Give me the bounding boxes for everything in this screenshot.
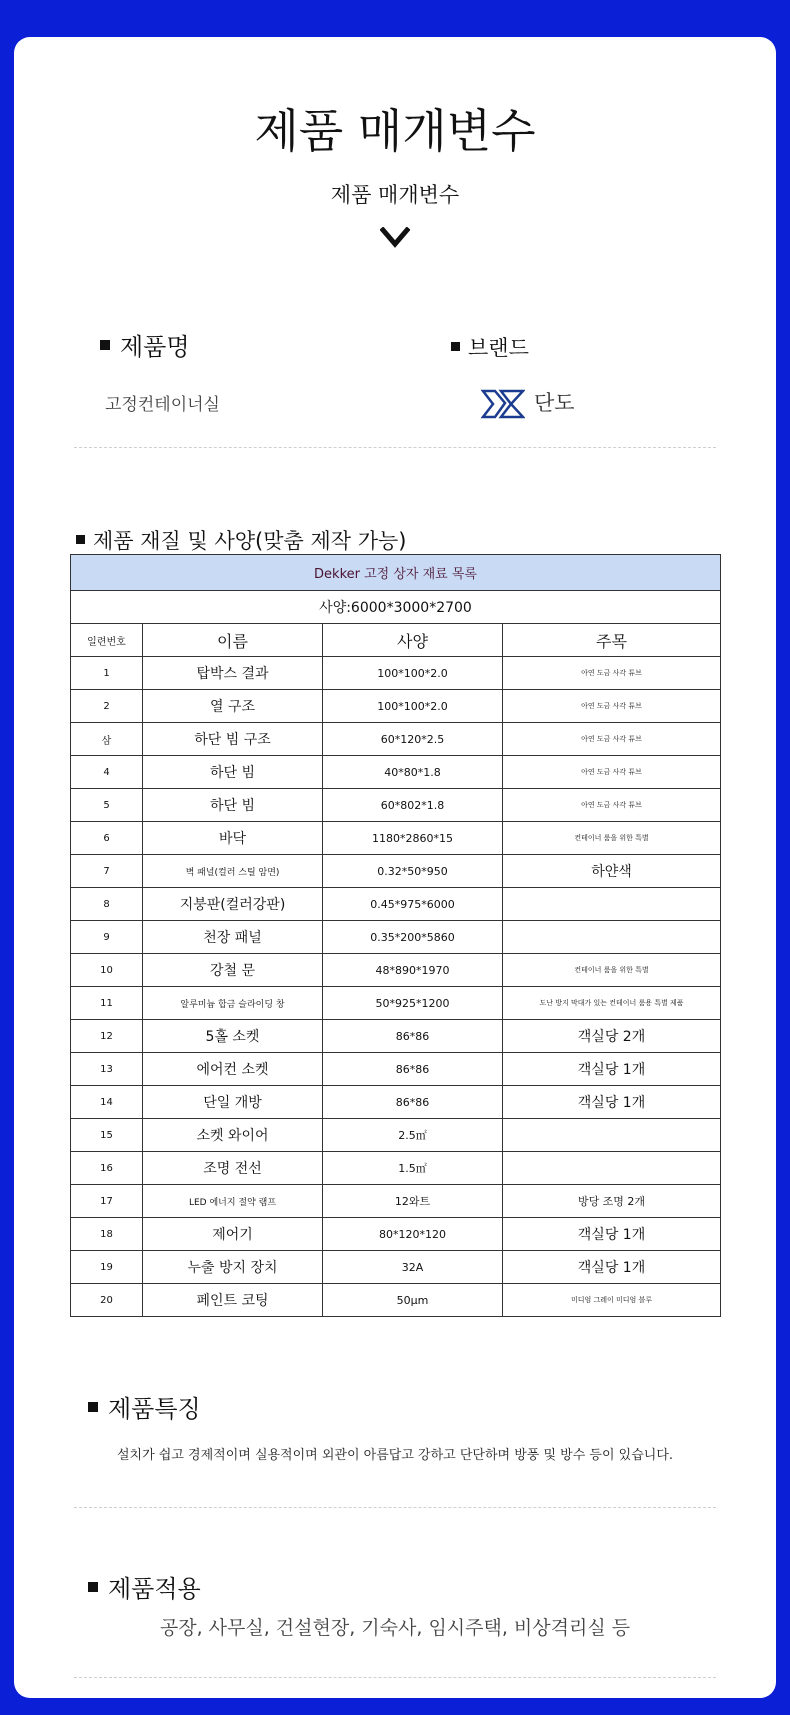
chevron-down-icon (380, 227, 410, 249)
table-row (71, 1119, 721, 1152)
row-name: LED 에너지 절약 램프 (143, 1185, 323, 1218)
table-spec-row (71, 591, 721, 624)
row-spec: 86*86 (323, 1020, 503, 1053)
table-row (71, 855, 721, 888)
row-spec: 60*120*2.5 (323, 723, 503, 756)
row-spec: 0.35*200*5860 (323, 921, 503, 954)
application-text: 공장, 사무실, 건설현장, 기숙사, 임시주택, 비상격리실 등 (159, 1617, 631, 1639)
material-table (70, 554, 721, 1317)
row-spec: 40*80*1.8 (323, 756, 503, 789)
row-note: 객실당 1개 (503, 1218, 721, 1251)
table-header-row (71, 624, 721, 657)
divider (74, 1677, 716, 1678)
row-index: 2 (71, 690, 143, 723)
row-note: 하얀색 (503, 855, 721, 888)
bullet-square-icon (100, 340, 110, 350)
row-name: 페인트 코팅 (143, 1284, 323, 1317)
table-spec: 사양:6000*3000*2700 (71, 591, 721, 624)
row-spec: 100*100*2.0 (323, 657, 503, 690)
col-header-note: 주목 (503, 624, 721, 657)
material-heading-label: 제품 재질 및 사양(맞춤 제작 가능) (93, 529, 407, 553)
row-name: 단일 개방 (143, 1086, 323, 1119)
row-index: 10 (71, 954, 143, 987)
row-spec: 100*100*2.0 (323, 690, 503, 723)
row-spec: 32A (323, 1251, 503, 1284)
table-row (71, 1284, 721, 1317)
row-name: 열 구조 (143, 690, 323, 723)
row-name: 제어기 (143, 1218, 323, 1251)
product-name-heading (100, 327, 190, 362)
row-note: 컨테이너 룸을 위한 특별 (503, 954, 721, 987)
application-heading-label: 제품적용 (108, 1575, 201, 1603)
row-spec: 86*86 (323, 1053, 503, 1086)
page-title: 제품 매개변수 (254, 104, 536, 158)
row-spec: 1180*2860*15 (323, 822, 503, 855)
table-title-row (71, 555, 721, 591)
row-index: 1 (71, 657, 143, 690)
row-index: 14 (71, 1086, 143, 1119)
row-index: 20 (71, 1284, 143, 1317)
row-name: 하단 빔 구조 (143, 723, 323, 756)
row-index: 삼 (71, 723, 143, 756)
col-header-name: 이름 (143, 624, 323, 657)
row-name: 벽 패널(컬러 스틸 암면) (143, 855, 323, 888)
bullet-square-icon (451, 342, 460, 351)
row-index: 5 (71, 789, 143, 822)
row-note: 컨테이너 룸을 위한 특별 (503, 822, 721, 855)
brand-heading-label: 브랜드 (468, 336, 529, 360)
row-name: 소켓 와이어 (143, 1119, 323, 1152)
row-note (503, 888, 721, 921)
row-note (503, 1152, 721, 1185)
features-text: 설치가 쉽고 경제적이며 실용적이며 외관이 아름답고 강하고 단단하며 방풍 및 방수 등이 있습니다. (116, 1448, 674, 1463)
bullet-square-icon (76, 535, 85, 544)
row-note: 객실당 2개 (503, 1020, 721, 1053)
row-note: 아연 도금 사각 튜브 (503, 690, 721, 723)
row-index: 16 (71, 1152, 143, 1185)
table-row (71, 822, 721, 855)
table-row (71, 657, 721, 690)
row-index: 11 (71, 987, 143, 1020)
brand-value: 단도 (534, 391, 575, 415)
row-note: 아연 도금 사각 튜브 (503, 789, 721, 822)
row-note: 객실당 1개 (503, 1086, 721, 1119)
row-note: 아연 도금 사각 튜브 (503, 756, 721, 789)
row-note: 아연 도금 사각 튜브 (503, 723, 721, 756)
row-index: 9 (71, 921, 143, 954)
row-spec: 2.5㎡ (323, 1119, 503, 1152)
row-name: 누출 방지 장치 (143, 1251, 323, 1284)
row-note (503, 921, 721, 954)
table-row (71, 1152, 721, 1185)
row-spec: 0.45*975*6000 (323, 888, 503, 921)
table-row (71, 789, 721, 822)
row-index: 6 (71, 822, 143, 855)
table-row (71, 1218, 721, 1251)
row-note: 도난 방지 막대가 있는 컨테이너 룸용 특별 제품 (503, 987, 721, 1020)
page-subtitle: 제품 매개변수 (330, 183, 460, 207)
row-note (503, 1119, 721, 1152)
table-row (71, 987, 721, 1020)
table-row (71, 1185, 721, 1218)
row-spec: 50μm (323, 1284, 503, 1317)
row-name: 지붕판(컬러강판) (143, 888, 323, 921)
row-name: 탑박스 결과 (143, 657, 323, 690)
content-card (14, 37, 776, 1698)
table-row (71, 723, 721, 756)
row-spec: 60*802*1.8 (323, 789, 503, 822)
row-index: 18 (71, 1218, 143, 1251)
row-spec: 86*86 (323, 1086, 503, 1119)
row-spec: 1.5㎡ (323, 1152, 503, 1185)
table-row (71, 690, 721, 723)
divider (74, 1507, 716, 1508)
table-row (71, 921, 721, 954)
row-index: 12 (71, 1020, 143, 1053)
row-index: 17 (71, 1185, 143, 1218)
brand-logo-icon (481, 387, 525, 423)
row-index: 15 (71, 1119, 143, 1152)
row-name: 천장 패널 (143, 921, 323, 954)
col-header-spec: 사양 (323, 624, 503, 657)
row-name: 조명 전선 (143, 1152, 323, 1185)
application-heading (88, 1569, 201, 1604)
features-heading (88, 1389, 201, 1424)
row-spec: 48*890*1970 (323, 954, 503, 987)
row-index: 19 (71, 1251, 143, 1284)
row-index: 4 (71, 756, 143, 789)
product-name-heading-label: 제품명 (120, 333, 190, 361)
row-note: 객실당 1개 (503, 1251, 721, 1284)
row-note: 객실당 1개 (503, 1053, 721, 1086)
row-spec: 50*925*1200 (323, 987, 503, 1020)
table-row (71, 1020, 721, 1053)
row-index: 8 (71, 888, 143, 921)
row-name: 하단 빔 (143, 789, 323, 822)
table-row (71, 1251, 721, 1284)
brand-heading (451, 332, 529, 362)
row-index: 13 (71, 1053, 143, 1086)
row-name: 하단 빔 (143, 756, 323, 789)
table-title: Dekker 고정 상자 재료 목록 (71, 555, 721, 591)
row-spec: 80*120*120 (323, 1218, 503, 1251)
table-row (71, 1086, 721, 1119)
col-header-index: 일련번호 (71, 624, 143, 657)
row-name: 에어컨 소켓 (143, 1053, 323, 1086)
row-note: 아연 도금 사각 튜브 (503, 657, 721, 690)
row-note: 미디엄 그레이 미디엄 블루 (503, 1284, 721, 1317)
table-row (71, 756, 721, 789)
row-name: 바닥 (143, 822, 323, 855)
table-row (71, 1053, 721, 1086)
row-name: 5홀 소켓 (143, 1020, 323, 1053)
table-row (71, 888, 721, 921)
divider (74, 447, 716, 448)
bullet-square-icon (88, 1402, 98, 1412)
row-index: 7 (71, 855, 143, 888)
row-spec: 0.32*50*950 (323, 855, 503, 888)
row-name: 알루미늄 합금 슬라이딩 창 (143, 987, 323, 1020)
bullet-square-icon (88, 1582, 98, 1592)
row-spec: 12와트 (323, 1185, 503, 1218)
row-name: 강철 문 (143, 954, 323, 987)
material-heading (76, 525, 406, 555)
product-name-value: 고정컨테이너실 (105, 395, 220, 415)
table-row (71, 954, 721, 987)
features-heading-label: 제품특징 (108, 1395, 201, 1423)
row-note: 방당 조명 2개 (503, 1185, 721, 1218)
